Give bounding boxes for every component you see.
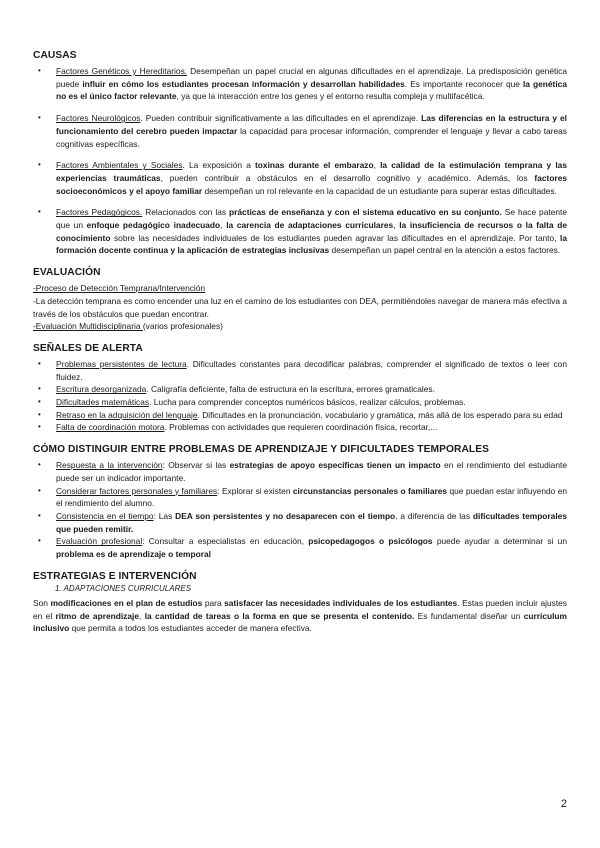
adaptaciones-subheading: 1. ADAPTACIONES CURRICULARES [55, 583, 192, 593]
underlined-term: Considerar factores personales y familiares [56, 485, 218, 496]
text-run: que puedan estar influyendo en el rendimiento del alumno. [56, 485, 568, 509]
bold-text: la carencia de adaptaciones curriculares [226, 220, 394, 231]
bold-text: dificultades temporales que pueden remitir. [56, 510, 567, 534]
text-run: puede ayudar a determinar si un [432, 536, 567, 547]
bold-text: circunstancias personales o familiares [292, 485, 448, 496]
text-run: . Caligrafía deficiente, falta de estructura en la escritura, errores gramaticales. [146, 384, 435, 395]
underlined-term: Dificultades matemáticas [56, 397, 150, 408]
list-item [33, 65, 567, 103]
text-run: desempeñan un papel central en la atención a estos factores. [329, 245, 561, 256]
bold-text: la cantidad de tareas o la forma en que se presenta el contenido. [144, 610, 415, 621]
text-run: : Observar si las [162, 460, 230, 471]
bold-text: toxinas durante el embarazo [255, 160, 374, 171]
text-run: , [373, 160, 381, 171]
bold-text: modificaciones en el plan de estudios [50, 597, 203, 608]
document-page [33, 50, 567, 645]
section-causas [33, 50, 567, 257]
text-run: Desempeñan un papel crucial en algunas dificultades en el aprendizaje. La predisposición genética puede [56, 66, 568, 89]
evaluacion-heading: EVALUACIÓN [33, 267, 101, 279]
list-item [33, 485, 567, 510]
list-item [33, 383, 567, 396]
bold-text: factores socioeconómicos y el apoyo familiar [56, 172, 568, 196]
text-run: . Dificultades constantes para decodificar palabras, comprender el significado de textos o leer con fluidez. [56, 358, 568, 382]
text-run: la capacidad para procesar información, comprender el lenguaje y llevar a cabo tareas cognitivas específicas. [56, 125, 567, 149]
list-item [33, 535, 567, 560]
text-run: Se hace patente que un [56, 207, 567, 231]
text-run: Es fundamental diseñar un [414, 610, 524, 621]
list-item [33, 396, 567, 409]
bold-text: enfoque pedagógico inadecuado [86, 220, 221, 231]
page-number: 2 [560, 798, 567, 810]
text-run: . Problemas con actividades que requieren coordinación física, recortar,... [164, 422, 438, 433]
text-run: . La exposición a [182, 160, 256, 171]
underlined-term: -Proceso de Detección Temprana/Intervención [33, 283, 206, 294]
text-run: . a diferencia de las [395, 510, 473, 521]
underlined-term: Consistencia en el tiempo [56, 510, 154, 521]
list-item [33, 206, 567, 257]
bold-text: estrategias de apoyo específicas tienen un impacto [229, 460, 441, 471]
text-run: en el rendimiento del estudiante puede ser un indicador importante. [56, 460, 567, 483]
list-item [33, 459, 567, 484]
bold-text: ritmo de aprendizaje [55, 610, 140, 621]
text-run: , [393, 220, 400, 231]
text-run: sobre las necesidades individuales de los estudiantes pueden agravar las dificultades en el aprendizaje. Por tanto, [110, 232, 560, 243]
underlined-term: Factores Pedagógicos. [56, 207, 143, 218]
text-run: , pueden contribuir a obstáculos en el desarrollo cognitivo y académico. Además, los [160, 172, 535, 183]
text-run: Son [33, 597, 51, 608]
bold-text: prácticas de enseñanza y con el sistema educativo en su conjunto. [229, 207, 502, 218]
text-run: . Estas pueden incluir ajustes en el [33, 597, 567, 621]
list-item [33, 112, 567, 150]
section-estrategias [33, 571, 567, 635]
senales-heading: SEÑALES DE ALERTA [33, 342, 143, 354]
section-distinguir [33, 444, 567, 561]
bold-text: curriculum inclusivo [33, 610, 567, 634]
list-item [33, 159, 567, 197]
estrategias-paragraph [33, 597, 567, 635]
underlined-term: Evaluación profesional [56, 536, 143, 547]
text-run: . Pueden contribuir significativamente a las dificultades en el aprendizaje. [140, 113, 422, 124]
bold-text: Las diferencias en la estructura y el funcionamiento del cerebro pueden impactar [56, 113, 567, 136]
text-run: Relacionados con las [142, 207, 229, 218]
text-run: . Dificultades en la pronunciación, vocabulario y gramática, más allá de los esperado para su edad [197, 409, 563, 420]
bold-text: la calidad de la estimulación temprana y las experiencias traumáticas [56, 160, 567, 183]
section-senales [33, 343, 567, 434]
bold-text: psicopedagogos o psicólogos [308, 536, 433, 547]
text-run: , [139, 610, 145, 621]
text-run: . Es importante reconocer que [404, 78, 523, 89]
text-run: , ya que la interacción entre los genes y el entorno resulta compleja y multifacética. [176, 91, 485, 102]
estrategias-heading: ESTRATEGIAS E INTERVENCIÓN [33, 570, 197, 582]
bold-text: satisfacer las necesidades individuales de los estudiantes [224, 597, 458, 608]
underlined-term: Retraso en la adquisición del lenguaje [56, 409, 198, 420]
distinguir-list [33, 459, 567, 561]
underlined-term: Respuesta a la intervención [56, 460, 163, 471]
bold-text: la genética no es el único factor relevante [56, 78, 567, 102]
bold-text: influir en cómo los estudiantes procesan información y desarrollan habilidades [82, 78, 405, 89]
evaluacion-lines [33, 282, 567, 333]
evaluacion-line [33, 282, 567, 295]
underlined-term: Escritura desorganizada [56, 384, 147, 395]
list-item [33, 421, 567, 434]
list-item [33, 409, 567, 422]
underlined-term: Factores Ambientales y Sociales [56, 160, 183, 171]
senales-list [33, 358, 567, 434]
text-run: para [202, 597, 225, 608]
list-item [33, 358, 567, 383]
text-run: -La detección temprana es como encender una luz en el camino de los estudiantes con DEA, permitiéndoles navegar de manera más efectiva a través de los obstáculos que puedan encontrar. [33, 295, 567, 319]
underlined-term: -Evaluación Multidisciplinaria [33, 321, 143, 332]
section-evaluacion [33, 267, 567, 333]
text-run: que permita a todos los estudiantes acceder de manera efectiva. [69, 623, 312, 634]
text-run: . Lucha para comprender conceptos numéricos básicos, realizar cálculos, problemas. [149, 397, 466, 408]
bold-text: DEA son persistentes y no desaparecen con el tiempo [175, 510, 396, 521]
bold-text: la insuficiencia de recursos o la falta de conocimiento [56, 220, 567, 243]
text-run: : Consultar a especialistas en educación, [142, 536, 309, 547]
underlined-term: Falta de coordinación motora [56, 422, 165, 433]
underlined-term: Factores Genéticos y Hereditarios. [56, 66, 188, 76]
bold-text: problema es de aprendizaje o temporal [56, 549, 211, 560]
distinguir-heading: CÓMO DISTINGUIR ENTRE PROBLEMAS DE APRENDIZAJE Y DIFICULTADES TEMPORALES [33, 444, 490, 456]
causas-list [33, 65, 567, 257]
text-run: (varios profesionales) [142, 321, 223, 332]
causas-heading: CAUSAS [33, 50, 77, 61]
underlined-term: Problemas persistentes de lectura [56, 358, 187, 369]
evaluacion-line [33, 320, 567, 333]
text-run: : Las [153, 510, 176, 521]
bold-text: la formación docente continua y la aplicación de estrategias inclusivas [56, 232, 567, 256]
text-run: , [220, 220, 227, 231]
underlined-term: Factores Neurológicos [56, 113, 141, 124]
list-item [33, 510, 567, 535]
evaluacion-line [33, 295, 567, 320]
text-run: : Explorar si existen [217, 485, 293, 496]
text-run: desempeñan un rol relevante en la capacidad de un estudiante para superar estas dificultades. [202, 185, 557, 196]
